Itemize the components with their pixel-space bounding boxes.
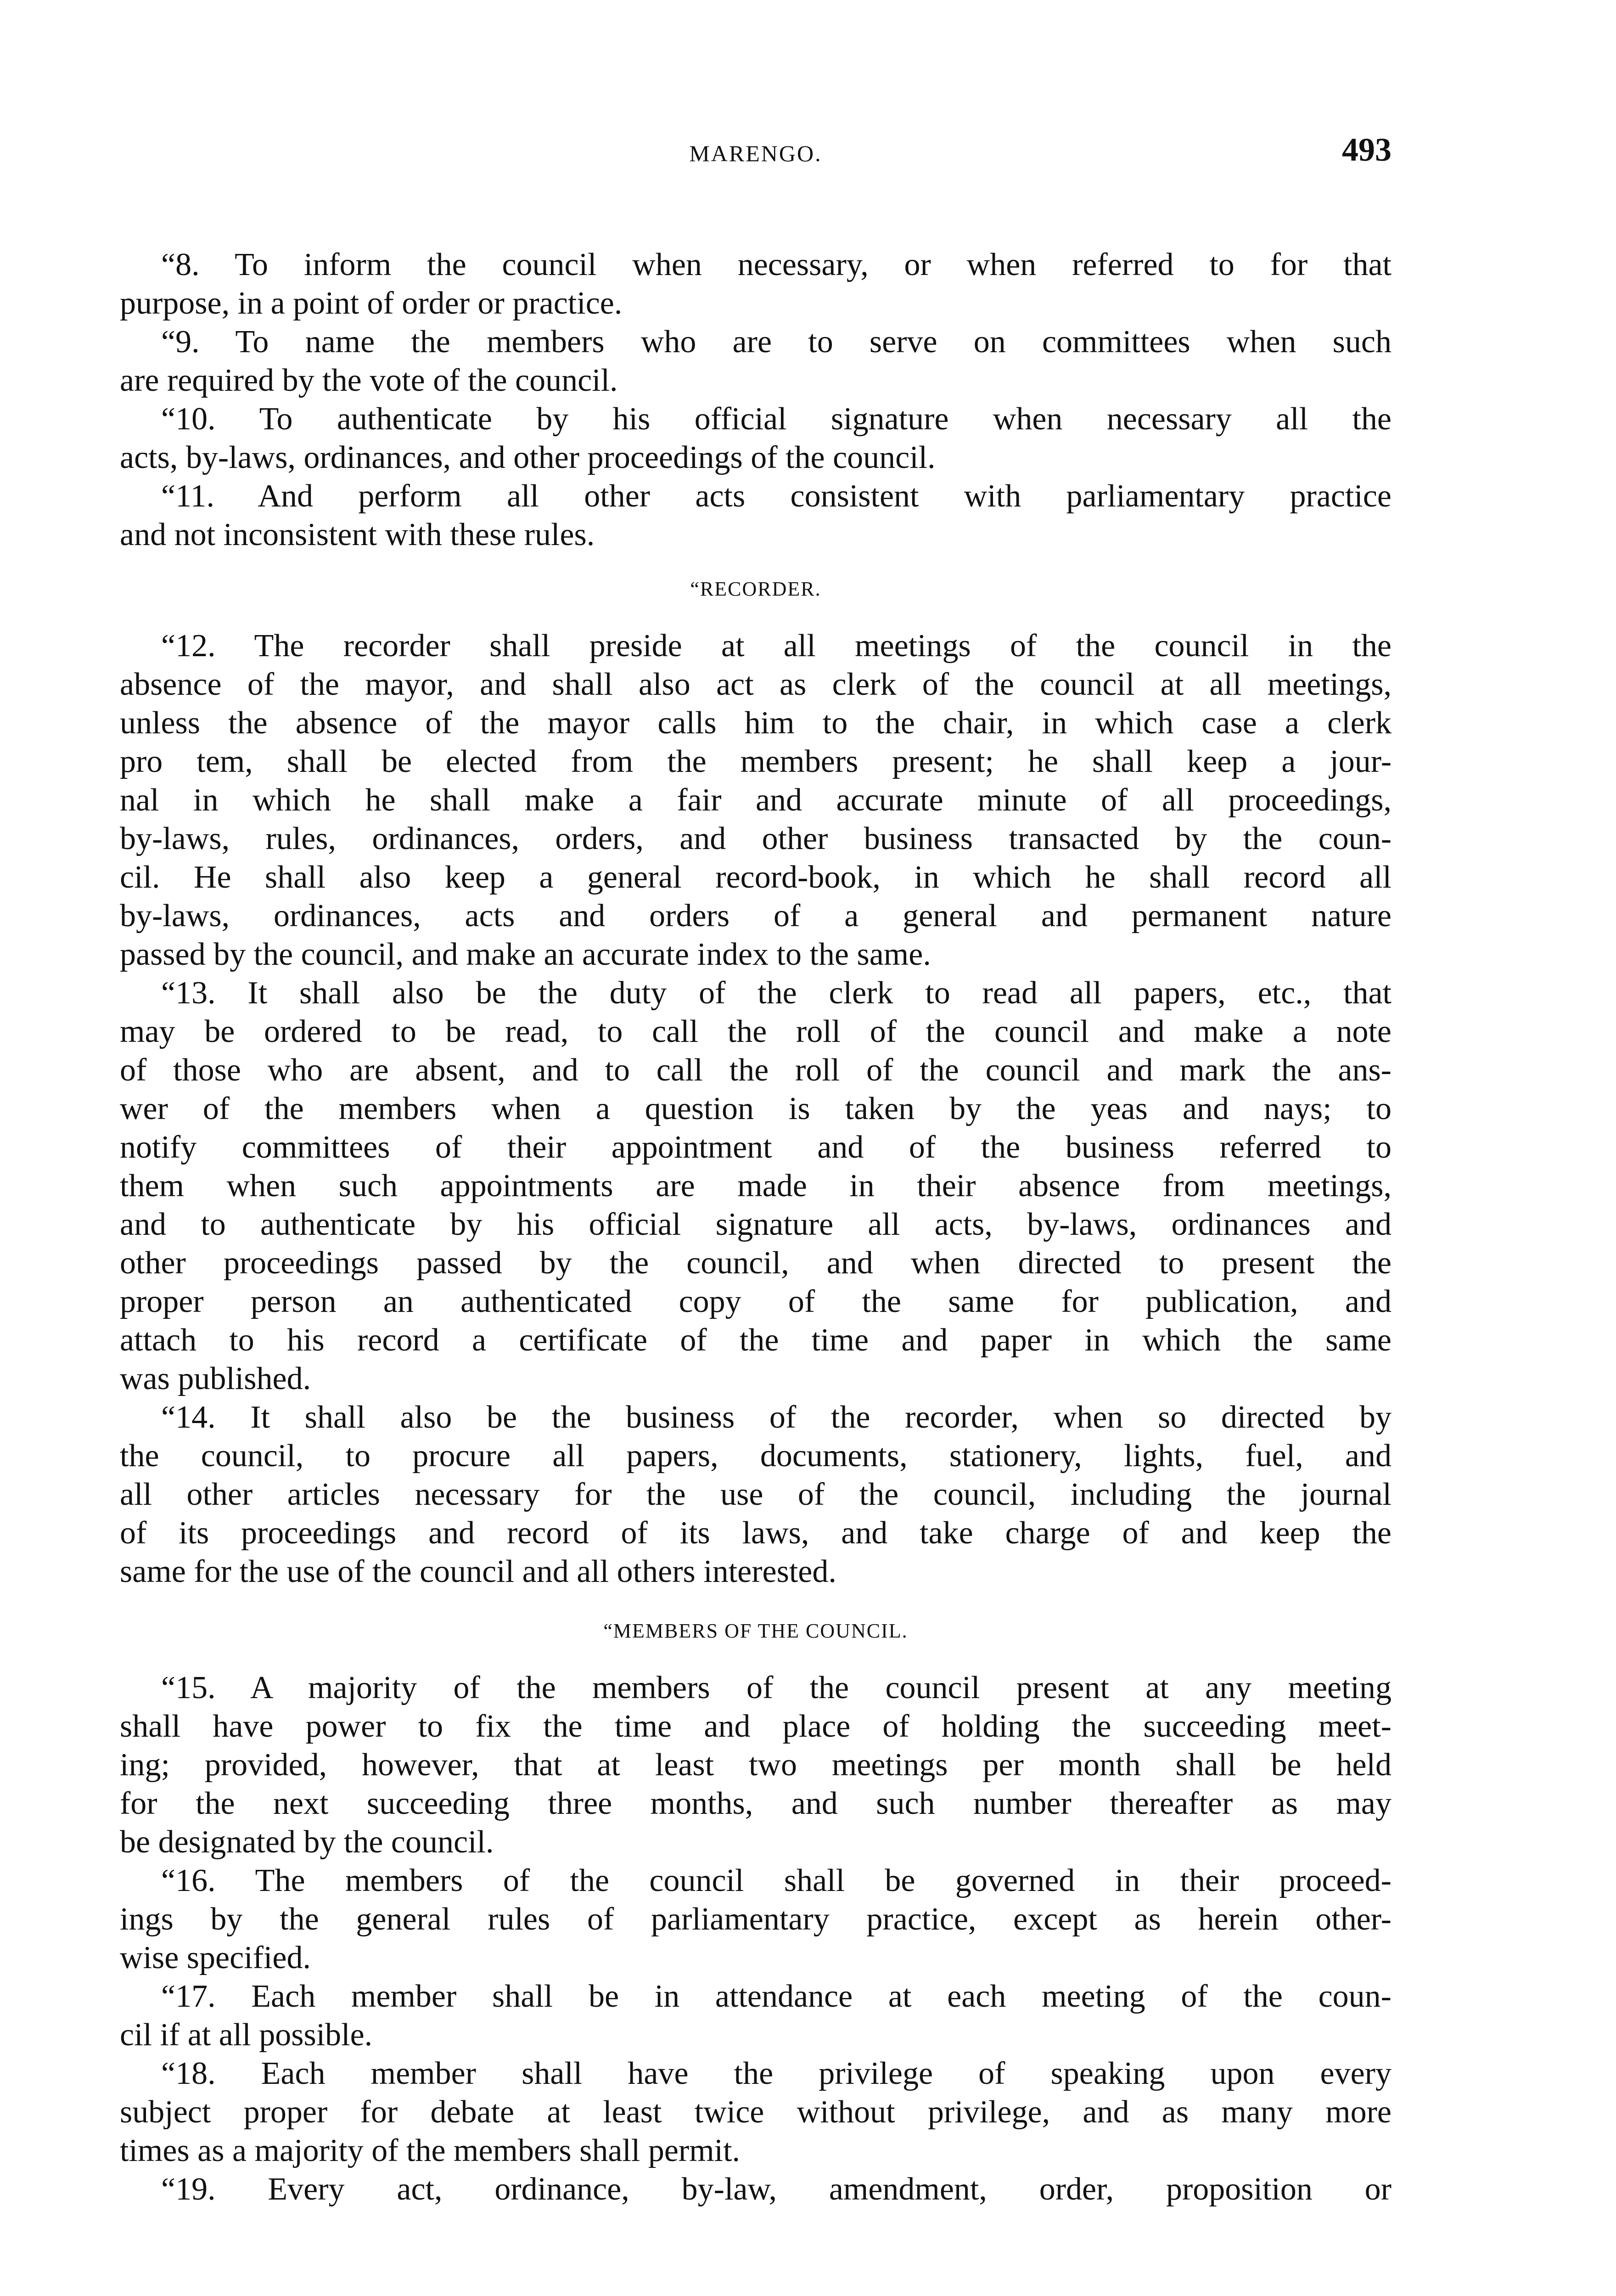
text-line: pro tem, shall be elected from the members present; he shall keep a jour- bbox=[120, 744, 1392, 779]
rule-paragraph bbox=[120, 246, 1392, 323]
text-line: by-laws, ordinances, acts and orders of a general and permanent nature bbox=[120, 898, 1392, 934]
text-line: absence of the mayor, and shall also act as clerk of the council at all meetings, bbox=[120, 667, 1392, 702]
text-line: of those who are absent, and to call the roll of the council and mark the ans- bbox=[120, 1052, 1392, 1088]
text-line: “15. A majority of the members of the council present at any meeting bbox=[161, 1670, 1392, 1705]
text-line: unless the absence of the mayor calls him to the chair, in which case a clerk bbox=[120, 705, 1392, 741]
text-line: the council, to procure all papers, documents, stationery, lights, fuel, and bbox=[120, 1438, 1392, 1474]
text-line: “10. To authenticate by his official signature when necessary all the bbox=[161, 401, 1392, 437]
text-line: “11. And perform all other acts consistent with parliamentary practice bbox=[161, 478, 1392, 514]
text-line: “9. To name the members who are to serve on committees when such bbox=[161, 324, 1392, 360]
rule-paragraph bbox=[120, 477, 1392, 554]
text-line: “13. It shall also be the duty of the clerk to read all papers, etc., that bbox=[161, 975, 1392, 1011]
text-line: wise specified. bbox=[120, 1940, 311, 1975]
running-title: MARENGO. bbox=[689, 141, 822, 166]
text-line: wer of the members when a question is taken by the yeas and nays; to bbox=[120, 1091, 1392, 1126]
text-line: “19. Every act, ordinance, by-law, amendment, order, proposition or bbox=[161, 2172, 1392, 2207]
section-heading-members: “MEMBERS OF THE COUNCIL. bbox=[603, 1620, 908, 1642]
text-line: are required by the vote of the council. bbox=[120, 363, 618, 398]
text-line: “14. It shall also be the business of the recorder, when so directed by bbox=[161, 1400, 1392, 1435]
text-line: “17. Each member shall be in attendance at each meeting of the coun- bbox=[161, 1979, 1392, 2014]
text-line: may be ordered to be read, to call the roll of the council and make a note bbox=[120, 1014, 1392, 1049]
text-line: and not inconsistent with these rules. bbox=[120, 517, 595, 552]
rule-paragraph bbox=[120, 2054, 1392, 2170]
text-line: by-laws, rules, ordinances, orders, and other business transacted by the coun- bbox=[120, 821, 1392, 856]
text-line: was published. bbox=[120, 1361, 311, 1396]
text-line: cil. He shall also keep a general record-book, in which he shall record all bbox=[120, 860, 1392, 895]
rule-paragraph bbox=[120, 1398, 1392, 1591]
text-line: times as a majority of the members shall permit. bbox=[120, 2133, 741, 2168]
text-line: of its proceedings and record of its laws, and take charge of and keep the bbox=[120, 1515, 1392, 1551]
text-line: purpose, in a point of order or practice. bbox=[120, 286, 623, 321]
text-line: attach to his record a certificate of the time and paper in which the same bbox=[120, 1322, 1392, 1358]
text-line: be designated by the council. bbox=[120, 1824, 494, 1860]
text-line: “16. The members of the council shall be governed in their proceed- bbox=[161, 1863, 1392, 1898]
text-line: cil if at all possible. bbox=[120, 2017, 373, 2053]
text-line: subject proper for debate at least twice without privilege, and as many more bbox=[120, 2094, 1392, 2130]
rule-paragraph bbox=[120, 1669, 1392, 1862]
text-line: them when such appointments are made in their absence from meetings, bbox=[120, 1168, 1392, 1204]
text-line: for the next succeeding three months, and such number thereafter as may bbox=[120, 1786, 1392, 1821]
text-line: other proceedings passed by the council, and when directed to present the bbox=[120, 1245, 1392, 1281]
text-line: proper person an authenticated copy of the same for publication, and bbox=[120, 1284, 1392, 1319]
page-number: 493 bbox=[1342, 131, 1392, 168]
rule-paragraph bbox=[120, 1977, 1392, 2054]
text-line: “18. Each member shall have the privilege of speaking upon every bbox=[161, 2056, 1392, 2091]
text-line: shall have power to fix the time and place of holding the succeeding meet- bbox=[120, 1709, 1392, 1744]
text-line: “12. The recorder shall preside at all meetings of the council in the bbox=[161, 628, 1392, 664]
page-body bbox=[120, 246, 1392, 2209]
text-line: ings by the general rules of parliamentary practice, except as herein other- bbox=[120, 1902, 1392, 1937]
rule-paragraph bbox=[120, 1862, 1392, 1977]
text-line: notify committees of their appointment and of the business referred to bbox=[120, 1130, 1392, 1165]
rule-paragraph bbox=[120, 2170, 1392, 2209]
section-heading-recorder: “RECORDER. bbox=[690, 578, 821, 600]
text-line: nal in which he shall make a fair and accurate minute of all proceedings, bbox=[120, 782, 1392, 818]
text-line: and to authenticate by his official signature all acts, by-laws, ordinances and bbox=[120, 1207, 1392, 1242]
rule-paragraph bbox=[120, 323, 1392, 400]
text-line: “8. To inform the council when necessary, or when referred to for that bbox=[161, 247, 1392, 282]
text-line: same for the use of the council and all others interested. bbox=[120, 1554, 836, 1589]
rule-paragraph bbox=[120, 974, 1392, 1398]
running-head bbox=[120, 131, 1392, 172]
rule-paragraph bbox=[120, 627, 1392, 974]
text-line: all other articles necessary for the use of the council, including the journal bbox=[120, 1477, 1392, 1512]
text-line: ing; provided, however, that at least two meetings per month shall be held bbox=[120, 1747, 1392, 1783]
text-line: passed by the council, and make an accurate index to the same. bbox=[120, 937, 931, 972]
rule-paragraph bbox=[120, 400, 1392, 477]
text-line: acts, by-laws, ordinances, and other proceedings of the council. bbox=[120, 440, 936, 475]
